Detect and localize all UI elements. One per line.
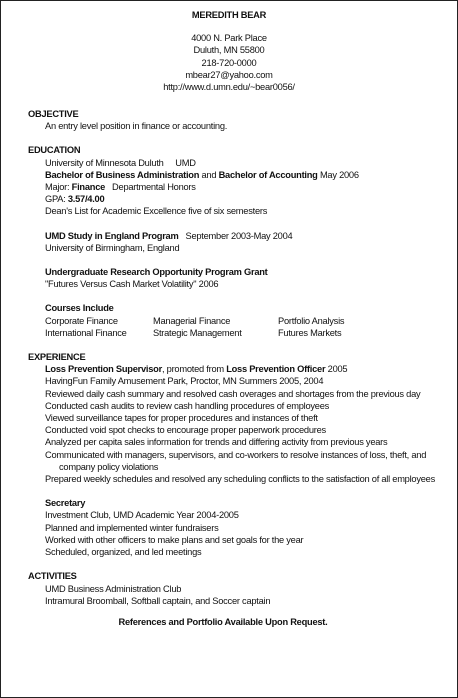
- degree-date: May 2006: [317, 169, 359, 180]
- courses-heading: [28, 302, 445, 314]
- degree-and: and: [199, 169, 219, 180]
- objective-heading: OBJECTIVE: [28, 109, 79, 119]
- job-title-line: [28, 363, 445, 375]
- job-duty: Scheduled, organized, and led meetings: [45, 547, 202, 558]
- degree-2: Bachelor of Accounting: [218, 169, 318, 180]
- course-row: [28, 327, 445, 339]
- study-school: University of Birmingham, England: [45, 242, 180, 253]
- activities-heading: ACTIVITIES: [28, 571, 77, 582]
- activity-item: UMD Business Administration Club: [45, 583, 182, 594]
- job-duty: Prepared weekly schedules and resolved any scheduling conflicts to the satisfaction of all employees: [45, 474, 435, 485]
- job-duty: Analyzed per capita sales information for trends and differing activity from previous years: [45, 437, 388, 448]
- gpa-value: 3.57/4.00: [67, 194, 105, 205]
- study-abroad-line: [28, 230, 445, 242]
- resume-header: [1, 9, 457, 93]
- school-name: University of Minnesota Duluth UMD: [45, 157, 196, 168]
- website-link[interactable]: http://www.d.umn.edu/~bear0056/: [163, 82, 295, 93]
- email-address: mbear27@yahoo.com: [185, 69, 273, 80]
- gpa-label: GPA:: [45, 194, 68, 205]
- course-item: Portfolio Analysis: [278, 315, 345, 326]
- job1-prev-title: Loss Prevention Officer: [226, 364, 326, 375]
- job1-year: 2005: [325, 364, 348, 375]
- course-row: [28, 315, 445, 327]
- grant-title-text: Undergraduate Research Opportunity Program Grant: [45, 267, 268, 278]
- course-item: Corporate Finance: [45, 315, 118, 326]
- degree-1: Bachelor of Business Administration: [45, 169, 200, 180]
- deans-list: Dean's List for Academic Excellence five of six semesters: [45, 206, 268, 217]
- phone-number: 218-720-0000: [201, 57, 257, 68]
- study-title: UMD Study in England Program: [45, 230, 179, 241]
- address-line-1: 4000 N. Park Place: [191, 33, 267, 44]
- courses-heading-text: Courses Include: [45, 303, 114, 314]
- gpa-line: [28, 193, 445, 205]
- job2-employer: Investment Club, UMD Academic Year 2004-2005: [45, 510, 239, 521]
- course-item: Strategic Management: [153, 327, 242, 338]
- major-honors: Departmental Honors: [105, 182, 196, 193]
- objective-text: An entry level position in finance or accounting.: [45, 121, 228, 132]
- references-note: References and Portfolio Available Upon Request.: [118, 616, 328, 627]
- activity-item: Intramural Broomball, Softball captain, and Soccer captain: [45, 595, 271, 606]
- address-line-2: Duluth, MN 55800: [193, 45, 265, 56]
- job-duty: Viewed surveillance tapes for proper procedures and instances of theft: [45, 413, 318, 424]
- major-label: Major:: [45, 182, 72, 193]
- course-item: International Finance: [45, 327, 127, 338]
- job-duty: Conducted void spot checks to encourage proper paperwork procedures: [45, 425, 326, 436]
- job2-title: Secretary: [45, 498, 86, 509]
- job-duty: Reviewed daily cash summary and resolved cash overages and shortages from the previous day: [45, 388, 421, 399]
- grant-project: "Futures Versus Cash Market Volatility" 2006: [45, 279, 219, 290]
- education-heading: EDUCATION: [28, 145, 81, 156]
- course-item: Futures Markets: [278, 327, 342, 338]
- job-duty: Planned and implemented winter fundraisers: [45, 522, 219, 533]
- job1-title: Loss Prevention Supervisor: [45, 364, 162, 375]
- job1-promoted: , promoted from: [161, 364, 227, 375]
- job2-title-line: [28, 497, 445, 509]
- job1-employer: HavingFun Family Amusement Park, Proctor, MN Summers 2005, 2004: [45, 376, 324, 387]
- study-dates: September 2003-May 2004: [178, 230, 293, 241]
- applicant-name: MEREDITH BEAR: [191, 10, 267, 20]
- course-item: Managerial Finance: [153, 315, 231, 326]
- job-duty: Worked with other officers to make plans and set goals for the year: [45, 534, 304, 545]
- job-duty: Conducted cash audits to review cash handling procedures of employees: [45, 400, 330, 411]
- major-line: [28, 181, 445, 193]
- degree-line: [28, 169, 445, 181]
- job-duty: Communicated with managers, supervisors, and co-workers to resolve instances of loss, theft, and company policy violations: [45, 449, 427, 472]
- grant-title: [28, 266, 445, 278]
- resume-body: [28, 108, 445, 628]
- major-value: Finance: [71, 182, 106, 193]
- experience-heading: EXPERIENCE: [28, 352, 86, 363]
